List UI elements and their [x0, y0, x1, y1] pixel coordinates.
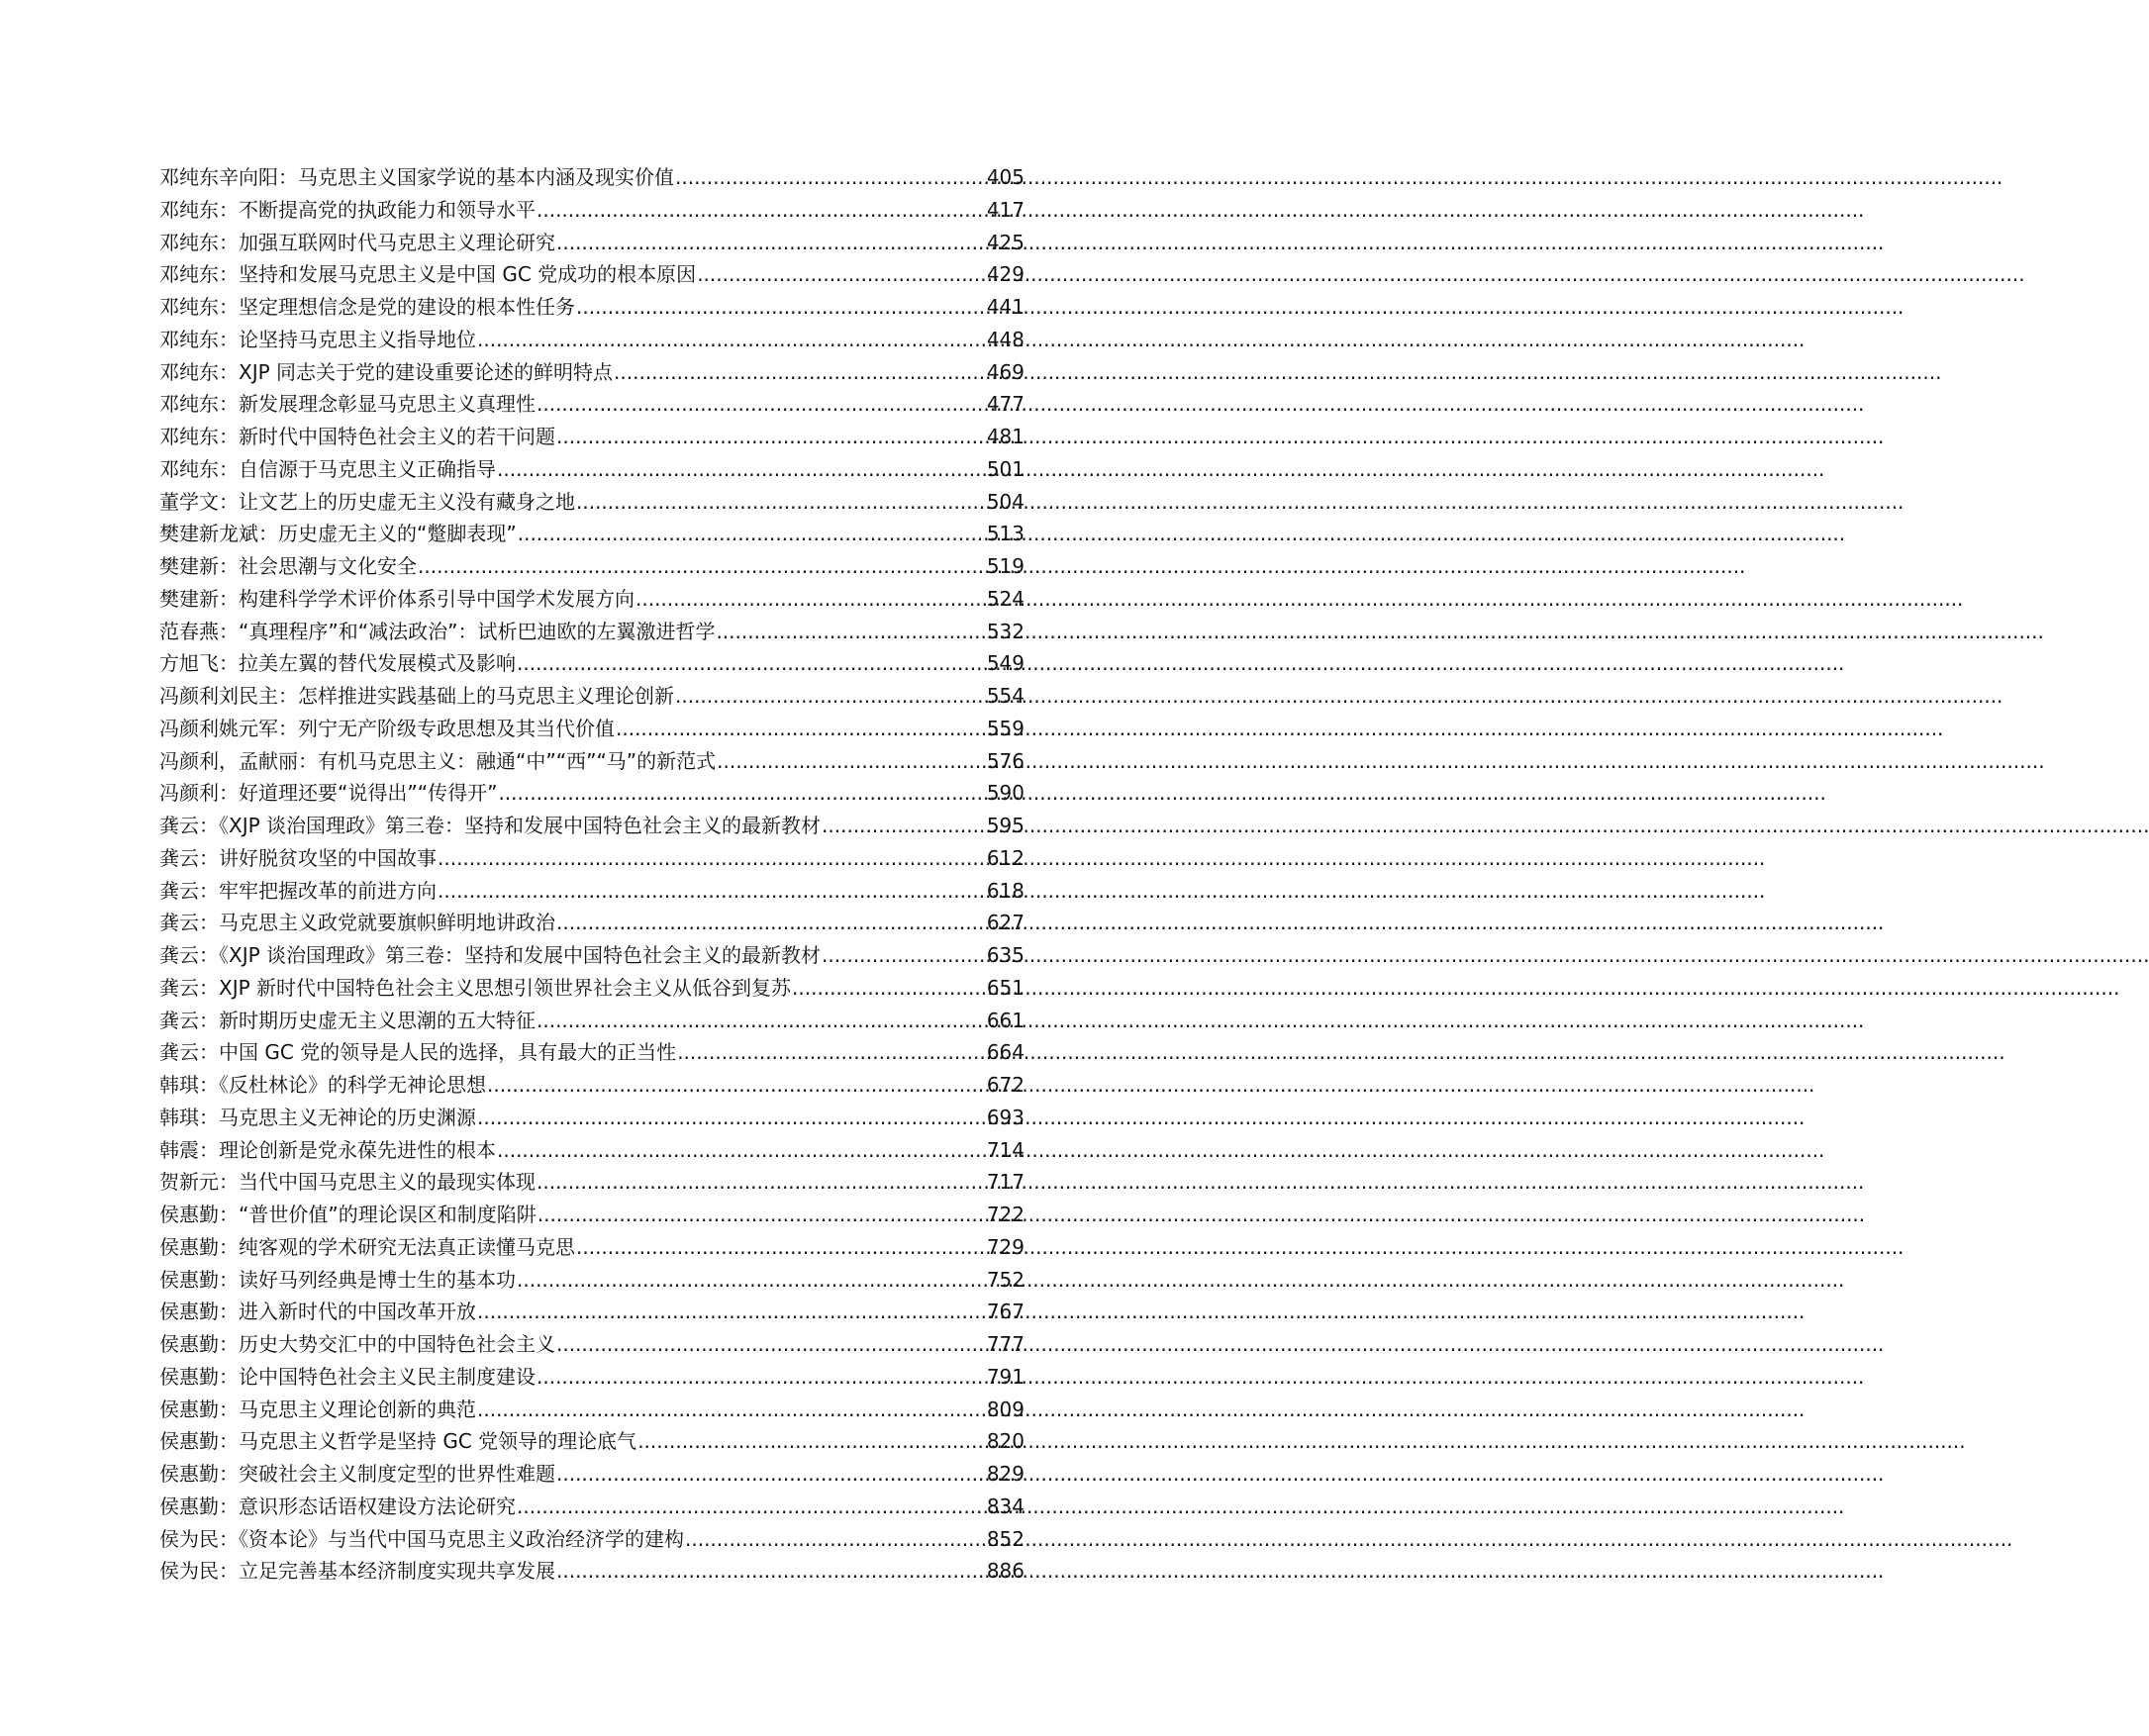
- toc-entry-page-number: 501: [986, 456, 1025, 481]
- toc-dot-leader: [677, 1036, 986, 1069]
- toc-entry[interactable]: [159, 1069, 1025, 1102]
- toc-entry-title: 邓纯东：不断提高党的执政能力和领导水平: [159, 197, 536, 222]
- toc-dot-leader: [556, 1328, 986, 1361]
- toc-entry[interactable]: [159, 324, 1025, 356]
- toc-entry[interactable]: [159, 907, 1025, 939]
- toc-entry-title: 冯颜利刘民主：怎样推进实践基础上的马克思主义理论创新: [159, 684, 674, 708]
- toc-entry[interactable]: [159, 616, 1025, 648]
- toc-entry-title: 侯为民：《资本论》与当代中国马克思主义政治经济学的建构: [159, 1526, 684, 1551]
- toc-entry-page-number: 651: [986, 975, 1025, 1000]
- toc-dot-leader: [537, 194, 986, 227]
- toc-dot-leader: [716, 616, 985, 648]
- toc-entry-page-number: 405: [986, 165, 1025, 189]
- toc-entry-page-number: 441: [986, 295, 1025, 319]
- toc-dot-leader: [717, 745, 986, 778]
- toc-entry[interactable]: [159, 1102, 1025, 1134]
- toc-entry-page-number: 559: [986, 716, 1025, 740]
- toc-dot-leader: [822, 810, 986, 842]
- toc-entry-title: 侯惠勤：进入新时代的中国改革开放: [159, 1300, 476, 1324]
- toc-entry-title: 侯惠勤：读好马列经典是博士生的基本功: [159, 1267, 516, 1292]
- toc-entry-title: 董学文：让文艺上的历史虚无主义没有藏身之地: [159, 489, 575, 514]
- toc-dot-leader: [477, 1296, 986, 1328]
- toc-dot-leader: [517, 647, 986, 680]
- toc-entry-page-number: 791: [986, 1364, 1025, 1389]
- toc-dot-leader: [576, 486, 986, 519]
- toc-entry-title: 侯惠勤：意识形态话语权建设方法论研究: [159, 1494, 516, 1518]
- toc-dot-leader: [576, 1231, 986, 1264]
- toc-entry-page-number: 767: [986, 1300, 1025, 1324]
- toc-entry-page-number: 672: [986, 1073, 1025, 1097]
- toc-dot-leader: [477, 1102, 986, 1134]
- toc-entry-title: 邓纯东：坚持和发展马克思主义是中国 GC 党成功的根本原因: [159, 262, 697, 287]
- toc-entry-title: 侯惠勤：马克思主义哲学是坚持 GC 党领导的理论底气: [159, 1429, 637, 1454]
- toc-entry[interactable]: [159, 291, 1025, 324]
- toc-entry[interactable]: [159, 875, 1025, 908]
- toc-entry[interactable]: [159, 1328, 1025, 1361]
- toc-entry[interactable]: [159, 972, 1025, 1005]
- toc-dot-leader: [497, 453, 986, 486]
- toc-dot-leader: [418, 550, 986, 583]
- toc-entry[interactable]: [159, 745, 1025, 778]
- toc-entry-title: 侯惠勤：历史大势交汇中的中国特色社会主义: [159, 1332, 555, 1356]
- toc-entry[interactable]: [159, 939, 1025, 972]
- toc-entry[interactable]: [159, 1425, 1025, 1458]
- toc-entry-page-number: 714: [986, 1137, 1025, 1162]
- toc-entry-title: 韩震：理论创新是党永葆先进性的根本: [159, 1137, 496, 1162]
- toc-entry-page-number: 429: [986, 262, 1025, 287]
- toc-entry-title: 韩琪：《反杜林论》的科学无神论思想: [159, 1073, 486, 1097]
- toc-entry-page-number: 481: [986, 425, 1025, 448]
- toc-entry-title: 侯惠勤：论中国特色社会主义民主制度建设: [159, 1364, 536, 1389]
- toc-dot-leader: [556, 421, 986, 453]
- toc-entry[interactable]: [159, 583, 1025, 616]
- toc-entry-page-number: 477: [986, 392, 1025, 417]
- toc-entry[interactable]: [159, 1394, 1025, 1426]
- toc-entry[interactable]: [159, 1036, 1025, 1069]
- toc-dot-leader: [556, 227, 986, 259]
- toc-entry[interactable]: [159, 453, 1025, 486]
- toc-entry-title: 范春燕：“真理程序”和“减法政治”：试析巴迪欧的左翼激进哲学: [159, 619, 716, 643]
- toc-entry-title: 冯颜利姚元军：列宁无产阶级专政思想及其当代价值: [159, 716, 615, 740]
- toc-dot-leader: [635, 583, 986, 616]
- toc-entry[interactable]: [159, 1491, 1025, 1523]
- toc-entry[interactable]: [159, 227, 1025, 259]
- toc-entry-page-number: 852: [986, 1526, 1025, 1551]
- toc-dot-leader: [438, 875, 986, 908]
- toc-entry-page-number: 595: [986, 814, 1025, 837]
- toc-entry[interactable]: [159, 1264, 1025, 1297]
- toc-dot-leader: [675, 680, 986, 713]
- toc-entry-page-number: 777: [986, 1332, 1025, 1356]
- toc-dot-leader: [497, 1134, 986, 1167]
- toc-entry[interactable]: [159, 1231, 1025, 1264]
- toc-entry-page-number: 612: [986, 845, 1025, 870]
- toc-entry[interactable]: [159, 1005, 1025, 1037]
- toc-entry[interactable]: [159, 1166, 1025, 1199]
- toc-entry[interactable]: [159, 518, 1025, 550]
- toc-dot-leader: [517, 1491, 986, 1523]
- toc-entry-title: 樊建新：社会思潮与文化安全: [159, 554, 417, 578]
- toc-entry-page-number: 469: [986, 359, 1025, 384]
- toc-entry-title: 方旭飞：拉美左翼的替代发展模式及影响: [159, 651, 516, 676]
- toc-entry[interactable]: [159, 161, 1025, 194]
- toc-entry-page-number: 886: [986, 1559, 1025, 1584]
- toc-entry[interactable]: [159, 1134, 1025, 1167]
- toc-dot-leader: [822, 939, 986, 972]
- toc-dot-leader: [438, 842, 986, 875]
- toc-entry-title: 龚云：讲好脱贫攻坚的中国故事: [159, 845, 437, 870]
- toc-entry[interactable]: [159, 680, 1025, 713]
- toc-dot-leader: [498, 777, 985, 810]
- toc-entry-page-number: 417: [986, 197, 1025, 222]
- toc-entry-title: 邓纯东：论坚持马克思主义指导地位: [159, 327, 476, 351]
- toc-entry-page-number: 664: [986, 1040, 1025, 1065]
- toc-entry-page-number: 513: [986, 522, 1025, 546]
- toc-dot-leader: [556, 907, 986, 939]
- toc-dot-leader: [487, 1069, 986, 1102]
- toc-entry[interactable]: [159, 1199, 1025, 1231]
- toc-dot-leader: [637, 1425, 986, 1458]
- toc-dot-leader: [518, 518, 986, 550]
- toc-entry-title: 龚云：马克思主义政党就要旗帜鲜明地讲政治: [159, 911, 555, 935]
- toc-dot-leader: [792, 972, 986, 1005]
- toc-entry-title: 侯惠勤：“普世价值”的理论误区和制度陷阱: [159, 1203, 537, 1226]
- toc-entry-page-number: 504: [986, 489, 1025, 514]
- toc-entry-title: 侯惠勤：纯客观的学术研究无法真正读懂马克思: [159, 1234, 575, 1259]
- toc-entry[interactable]: [159, 258, 1025, 291]
- toc-entry-title: 龚云：新时期历史虚无主义思潮的五大特征: [159, 1008, 536, 1032]
- toc-entry-page-number: 532: [986, 619, 1025, 643]
- toc-dot-leader: [477, 324, 986, 356]
- toc-entry-page-number: 519: [986, 554, 1025, 578]
- toc-entry-page-number: 627: [986, 911, 1025, 935]
- toc-entry[interactable]: [159, 550, 1025, 583]
- toc-dot-leader: [477, 1394, 986, 1426]
- toc-dot-leader: [697, 258, 986, 291]
- toc-entry-title: 侯为民：立足完善基本经济制度实现共享发展: [159, 1559, 555, 1584]
- toc-entry-title: 贺新元：当代中国马克思主义的最现实体现: [159, 1170, 536, 1195]
- toc-entry-title: 樊建新龙斌：历史虚无主义的“蹩脚表现”: [159, 522, 517, 546]
- toc-entry[interactable]: [159, 1296, 1025, 1328]
- toc-entry-title: 龚云：《XJP 谈治国理政》第三卷：坚持和发展中国特色社会主义的最新教材: [159, 814, 822, 837]
- toc-entry[interactable]: [159, 1361, 1025, 1394]
- toc-dot-leader: [685, 1523, 986, 1556]
- toc-entry-page-number: 635: [986, 943, 1025, 967]
- toc-dot-leader: [537, 1166, 986, 1199]
- toc-entry-title: 邓纯东：新时代中国特色社会主义的若干问题: [159, 425, 555, 448]
- toc-entry[interactable]: [159, 1523, 1025, 1556]
- toc-entry-title: 侯惠勤：马克思主义理论创新的典范: [159, 1397, 476, 1421]
- toc-dot-leader: [675, 161, 986, 194]
- toc-entry-title: 龚云：《XJP 谈治国理政》第三卷：坚持和发展中国特色社会主义的最新教材: [159, 943, 822, 967]
- toc-entry-title: 冯颜利，孟献丽：有机马克思主义：融通“中”“西”“马”的新范式: [159, 748, 717, 773]
- toc-dot-leader: [537, 1199, 986, 1231]
- toc-entry[interactable]: [159, 842, 1025, 875]
- toc-entry-title: 邓纯东：加强互联网时代马克思主义理论研究: [159, 230, 555, 254]
- toc-dot-leader: [616, 713, 986, 745]
- toc-entry[interactable]: [159, 810, 1025, 842]
- toc-entry-page-number: 590: [986, 781, 1025, 806]
- toc-entry[interactable]: [159, 356, 1025, 389]
- toc-entry-page-number: 717: [986, 1170, 1025, 1195]
- toc-entry[interactable]: [159, 1555, 1025, 1588]
- toc-entry-page-number: 425: [986, 230, 1025, 254]
- toc-entry-page-number: 752: [986, 1267, 1025, 1292]
- toc-entry-title: 邓纯东：XJP 同志关于党的建设重要论述的鲜明特点: [159, 359, 614, 384]
- toc-entry[interactable]: [159, 388, 1025, 421]
- toc-entry-page-number: 809: [986, 1397, 1025, 1421]
- toc-entry-title: 邓纯东辛向阳：马克思主义国家学说的基本内涵及现实价值: [159, 165, 674, 189]
- toc-entry-title: 龚云：牢牢把握改革的前进方向: [159, 878, 437, 903]
- toc-entry[interactable]: [159, 1458, 1025, 1491]
- toc-entry-page-number: 693: [986, 1105, 1025, 1129]
- toc-dot-leader: [614, 356, 986, 389]
- toc-entry-page-number: 448: [986, 327, 1025, 351]
- toc-dot-leader: [537, 388, 986, 421]
- toc-entry-title: 邓纯东：自信源于马克思主义正确指导: [159, 456, 496, 481]
- toc-entry-page-number: 834: [986, 1494, 1025, 1518]
- toc-entry[interactable]: [159, 486, 1025, 519]
- toc-dot-leader: [517, 1264, 986, 1297]
- toc-entry-title: 龚云：中国 GC 党的领导是人民的选择，具有最大的正当性: [159, 1040, 677, 1065]
- toc-dot-leader: [556, 1555, 986, 1588]
- toc-entry-title: 邓纯东：坚定理想信念是党的建设的根本性任务: [159, 295, 575, 319]
- toc-entry-page-number: 829: [986, 1462, 1025, 1486]
- toc-dot-leader: [537, 1005, 986, 1037]
- toc-entry[interactable]: [159, 194, 1025, 227]
- table-of-contents: [159, 161, 1025, 1588]
- toc-entry[interactable]: [159, 647, 1025, 680]
- toc-entry-page-number: 576: [986, 748, 1025, 773]
- toc-entry-page-number: 661: [986, 1008, 1025, 1032]
- toc-dot-leader: [537, 1361, 986, 1394]
- toc-entry-title: 冯颜利：好道理还要“说得出”“传得开”: [159, 781, 498, 806]
- toc-entry-page-number: 524: [986, 586, 1025, 611]
- toc-entry-title: 邓纯东：新发展理念彰显马克思主义真理性: [159, 392, 536, 417]
- toc-entry[interactable]: [159, 777, 1025, 810]
- toc-entry-page-number: 549: [986, 651, 1025, 676]
- toc-dot-leader: [556, 1458, 986, 1491]
- toc-entry-title: 樊建新：构建科学学术评价体系引导中国学术发展方向: [159, 586, 635, 611]
- toc-entry-page-number: 618: [986, 878, 1025, 903]
- toc-entry[interactable]: [159, 713, 1025, 745]
- toc-entry-title: 龚云：XJP 新时代中国特色社会主义思想引领世界社会主义从低谷到复苏: [159, 975, 792, 1000]
- toc-entry-page-number: 554: [986, 684, 1025, 708]
- toc-entry[interactable]: [159, 421, 1025, 453]
- toc-entry-page-number: 722: [986, 1203, 1025, 1226]
- toc-dot-leader: [576, 291, 986, 324]
- toc-entry-title: 韩琪：马克思主义无神论的历史渊源: [159, 1105, 476, 1129]
- toc-entry-title: 侯惠勤：突破社会主义制度定型的世界性难题: [159, 1462, 555, 1486]
- toc-entry-page-number: 729: [986, 1234, 1025, 1259]
- toc-entry-page-number: 820: [986, 1429, 1025, 1454]
